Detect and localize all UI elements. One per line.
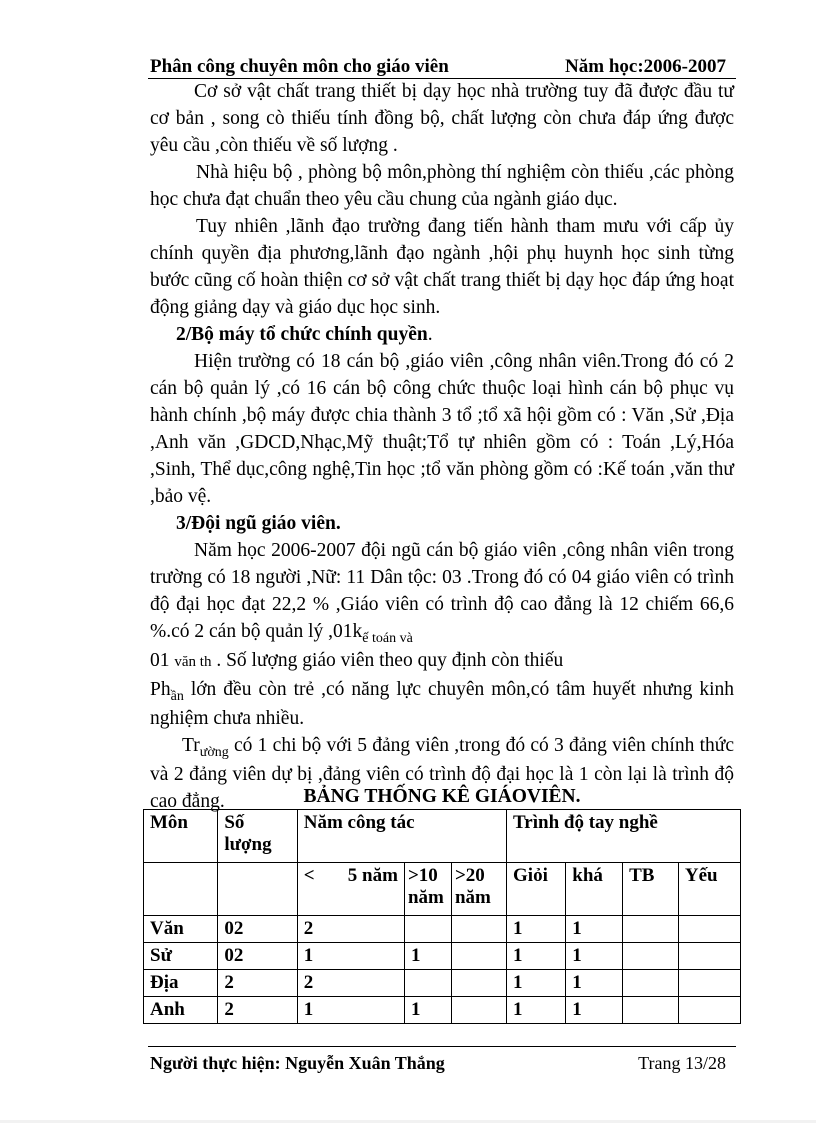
section-heading-2 [150,321,734,348]
cell-yeu [678,997,740,1024]
paragraph-young-c: lớn đều còn trẻ ,có năng lực chuyên môn,có tâm huyết nhưng kinh nghiệm chưa nhiều. [150,679,734,729]
cell-gioi: 1 [507,970,566,997]
subheader-lt5 [297,863,404,916]
cell-tb [623,916,679,943]
cell-so-luong: 02 [218,943,297,970]
header-mon: Môn [144,810,218,863]
paragraph-however: Tuy nhiên ,lãnh đạo trường đang tiến hành tham mưu với cấp ủy chính quyền địa phương,lãnh đạo ngành ,hội phụ huynh học sinh từng bước cũng cố hoàn thiện cơ sở vật chất trang thiết bị dạy học đáp ứng hoạt động giảng dạy và giáo dục học sinh. [150,216,734,318]
subheader-gt20 [451,863,506,916]
cell-gioi: 1 [507,943,566,970]
paragraph-staff-sub-1: ế toán và [362,631,413,646]
subheader-gt10-text: >10 năm [407,865,444,908]
cell-gioi: 1 [507,997,566,1024]
cell-gt20 [451,943,506,970]
table-row [144,916,741,943]
cell-kha: 1 [566,970,623,997]
paragraph-young-b: ần [170,689,184,704]
header-title: Phân công chuyên môn cho giáo viên [150,56,449,77]
paragraph-organization: Hiện trường có 18 cán bộ ,giáo viên ,công nhân viên.Trong đó có 2 cán bộ quản lý ,có 16 cán bộ công chức thuộc loại hình cán bộ phục vụ hành chính ,bộ máy được chia thành 3 tổ ;tổ xã hội gồm có : Văn ,Sử ,Địa ,Anh văn ,GDCD,Nhạc,Mỹ thuật;Tổ tự nhiên gồm có : Toán ,Lý,Hóa ,Sinh, Thể dục,công nghệ,Tin học ;tổ văn phòng gồm có :Kế toán ,văn thư ,bảo vệ. [150,351,734,507]
cell-gt20 [451,997,506,1024]
paragraph-staff-text-2: 01 [150,650,175,671]
header-nam-cong-tac: Năm công tác [297,810,506,863]
document-body [150,78,734,815]
table-row [144,943,741,970]
header-so-luong: Số lượng [218,810,297,863]
cell-gioi: 1 [507,916,566,943]
subheader-gt10 [404,863,451,916]
cell-lt5: 1 [297,943,404,970]
table-row [144,970,741,997]
cell-mon: Văn [144,916,218,943]
header-school-year: Năm học:2006-2007 [565,56,726,77]
cell-lt5: 2 [297,970,404,997]
cell-kha: 1 [566,997,623,1024]
cell-mon: Anh [144,997,218,1024]
cell-yeu [678,943,740,970]
cell-yeu [678,970,740,997]
cell-gt20 [451,916,506,943]
cell-lt5: 2 [297,916,404,943]
cell-so-luong: 2 [218,970,297,997]
subheader-lt5-text: < 5 năm [303,865,398,886]
cell-gt10: 1 [404,997,451,1024]
cell-gt10 [404,916,451,943]
subheader-empty-1 [144,863,218,916]
cell-tb [623,997,679,1024]
paragraph-party-a: Tr [182,735,200,756]
cell-mon: Địa [144,970,218,997]
paragraph-party-b: ường [199,745,229,760]
paragraph-staff [150,537,734,676]
section-heading-2-tail: . [427,324,433,345]
footer-author: Người thực hiện: Nguyễn Xuân Thắng [150,1053,445,1073]
paragraph-party-c: có 1 chi bộ với 5 đảng viên ,trong đó có 3 đảng viên chính thức và 2 đảng viên dự bị ,đảng viên có trình độ đại học là 1 còn lại là trình độ cao đẳng. [150,735,734,812]
table-header-row [144,810,741,863]
page-header [148,56,736,79]
cell-tb [623,970,679,997]
subheader-kha: khá [566,863,623,916]
cell-lt5: 1 [297,997,404,1024]
cell-so-luong: 02 [218,916,297,943]
page-footer [148,1046,736,1073]
paragraph-young [150,676,734,732]
teacher-statistics-table [143,809,741,1024]
cell-kha: 1 [566,916,623,943]
paragraph-young-a: Ph [150,679,171,700]
paragraph-staff-sub-2: văn th [174,654,212,670]
paragraph-staff-text: Năm học 2006-2007 đội ngũ cán bộ giáo viên ,công nhân viên trong trường có 18 người ,Nữ: 11 Dân tộc: 03 .Trong đó có 04 giáo viên có trình độ đại học đạt 22,2 % ,Giáo viên có trình độ cao đẳng là 12 chiếm 66,6 %.có 2 cán bộ quản lý ,01k [150,540,734,642]
cell-mon: Sử [144,943,218,970]
paragraph-facilities: Cơ sở vật chất trang thiết bị dạy học nhà trường tuy đã được đầu tư cơ bản , song cò thiếu tính đồng bộ, chất lượng còn chưa đáp ứng được yêu cầu ,còn thiếu về số lượng . [150,81,734,156]
cell-tb [623,943,679,970]
cell-kha: 1 [566,943,623,970]
header-trinh-do: Trình độ tay nghề [507,810,741,863]
cell-gt10 [404,970,451,997]
paragraph-staff-text-3: . Số lượng giáo viên theo quy định còn thiếu [211,650,564,671]
subheader-gt20-text: >20 năm [454,865,491,908]
subheader-tb: TB [623,863,679,916]
table-row [144,997,741,1024]
cell-so-luong: 2 [218,997,297,1024]
subheader-empty-2 [218,863,297,916]
footer-page-number: Trang 13/28 [638,1053,726,1073]
paragraph-rooms: Nhà hiệu bộ , phòng bộ môn,phòng thí nghiệm còn thiếu ,các phòng học chưa đạt chuẩn theo yêu cầu chung của ngành giáo dục. [150,162,734,210]
cell-gt20 [451,970,506,997]
section-heading-2-text: 2/Bộ máy tổ chức chính quyền [176,324,428,345]
subheader-gioi: Giỏi [507,863,566,916]
cell-gt10: 1 [404,943,451,970]
table-subheader-row [144,863,741,916]
subheader-yeu: Yếu [678,863,740,916]
cell-yeu [678,916,740,943]
table-title: BẢNG THỐNG KÊ GIÁOVIÊN. [303,786,581,807]
section-heading-3: 3/Đội ngũ giáo viên. [176,513,341,534]
